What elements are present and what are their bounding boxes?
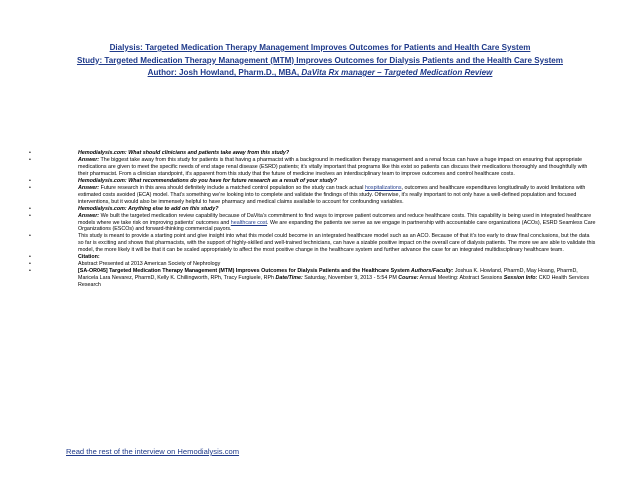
title-line-2: Study: Targeted Medication Therapy Management (MTM) Improves Outcomes for Dialysis Patients and the Health Care System xyxy=(76,55,564,65)
authors-list: Joshua K. Howland, PharmD, May Hoang, PharmD, Maricela Lara Nevarez, PharmD, Kelly K. Chillingworth, RPh, Tracy Furgiuele, RPh xyxy=(78,268,578,282)
answer-2-text-part-1: Future research in this area should definitely include a matched control population so the study can track actual xyxy=(99,184,365,191)
answer-1-text: The biggest take away from this study for patients is that having a pharmacist with a background in medication therapy management and a renal focus can have a huge impact on ensuring that appropriate medications are given to meet the specific needs of end stage renal disease (ESRD) patients; it’s vitally important that programs like this exist so patients can discuss their medications thoroughly and thoughtfully with their pharmacist. From a clinician standpoint, it’s apparent from this study that the future of medicine involves an interdisciplinary team to improve outcomes and control healthcare costs. xyxy=(78,156,588,177)
bullet-icon: • xyxy=(29,177,31,184)
answer-label: Answer: xyxy=(78,212,100,219)
session-abstract-title: [SA-OR045] Targeted Medication Therapy Management (MTM) Improves Outcomes for Dialysis Patients and the Healthcare System xyxy=(78,268,410,275)
citation-label: Citation: xyxy=(78,254,100,261)
course-value: Annual Meeting: Abstract Sessions xyxy=(418,275,504,282)
session-info-label: Session Info: xyxy=(503,275,538,282)
list-item xyxy=(26,213,596,234)
answer-3-text-part-1: We built the targeted medication review capability because of DaVita’s commitment to find ways to improve patient outcomes and reduce healthcare costs. This capability is being used in integrated healthcare models where we take risk on improving patients’ outcomes and xyxy=(78,212,592,226)
study-insight-paragraph: This study is meant to provide a starting point and give insight into what this model could become in an integrated healthcare model such as an ACO. Because of that it’s too early to draw final conclusions, but the data so far is exciting and shows that pharmacists, with the support of highly-skilled and well-trained technicians, can have a sizable positive impact on the overall care of dialysis patients. The more we are able to validate this model, the more likely it will be that it can be scaled appropriately to affect the most positive change in the healthcare system and further advance the case for an integrated multidisciplinary healthcare team. xyxy=(78,233,596,254)
interview-bullet-list xyxy=(26,150,596,289)
answer-label: Answer: xyxy=(78,184,100,191)
bullet-icon: • xyxy=(29,233,31,240)
healthcare-cost-link[interactable]: healthcare cost xyxy=(230,219,268,226)
read-more-link[interactable]: Read the rest of the interview on Hemodialysis.com xyxy=(66,447,240,456)
author-prefix: Author: Josh Howland, Pharm.D., MBA, xyxy=(147,68,302,77)
answer-2-text-part-2: , outcomes and healthcare expenditures longitudinally to avoid limitations with estimated costs avoided (ECA) model. That’s something we’re looking into to complete and validate the findings of this study. Otherwise, it’s really important to not only have a well-defined population and focused interventions, but it would also be immensely helpful to have pharmacy and medical claims available to account for confounding variables. xyxy=(78,184,586,205)
list-item xyxy=(26,185,596,206)
answer-label: Answer: xyxy=(78,156,100,163)
bullet-icon: • xyxy=(29,261,31,268)
bullet-icon: • xyxy=(29,212,31,219)
list-item xyxy=(26,268,596,289)
list-item xyxy=(26,178,596,185)
hospitalizations-link[interactable]: hospitalizations xyxy=(364,184,402,191)
question-2: Hemodialysis.com: What recommendations do you have for future research as a result of your study? xyxy=(78,177,337,184)
list-item xyxy=(26,233,596,254)
list-item xyxy=(26,254,596,261)
bullet-icon: • xyxy=(29,205,31,212)
course-label: Course: xyxy=(398,275,419,282)
authors-label: Authors/Faculty: xyxy=(409,268,454,275)
list-item xyxy=(26,206,596,213)
document-header xyxy=(40,42,600,80)
author-role: DaVita Rx manager – Targeted Medication Review xyxy=(301,68,493,77)
question-1: Hemodialysis.com: What should clinicians and patients take away from this study? xyxy=(78,150,290,156)
list-item xyxy=(26,261,596,268)
abstract-note: Abstract Presented at 2013 American Society of Nephrology xyxy=(78,261,221,268)
list-item xyxy=(26,150,596,157)
date-time-label: Date/Time: xyxy=(275,275,303,282)
list-item xyxy=(26,157,596,178)
bullet-icon: • xyxy=(29,254,31,261)
title-line-1: Dialysis: Targeted Medication Therapy Management Improves Outcomes for Patients and Health Care System xyxy=(109,43,531,52)
author-line xyxy=(40,67,600,80)
bullet-icon: • xyxy=(29,156,31,163)
question-3: Hemodialysis.com: Anything else to add on this study? xyxy=(78,205,219,212)
bullet-icon: • xyxy=(29,150,31,156)
bullet-icon: • xyxy=(29,184,31,191)
bullet-icon: • xyxy=(29,268,31,275)
date-time-value: Saturday, November 9, 2013 - 5:54 PM xyxy=(302,275,399,282)
answer-3-text-part-2: . We are expanding the patients we serve as we engage in partnership with accountable care organizations (ACOs), ESRD Seamless Care Organizations (ESCOs) and forward-thinking commercial payors. xyxy=(78,219,596,233)
session-info-value: CKD Health Services Research xyxy=(78,275,589,289)
